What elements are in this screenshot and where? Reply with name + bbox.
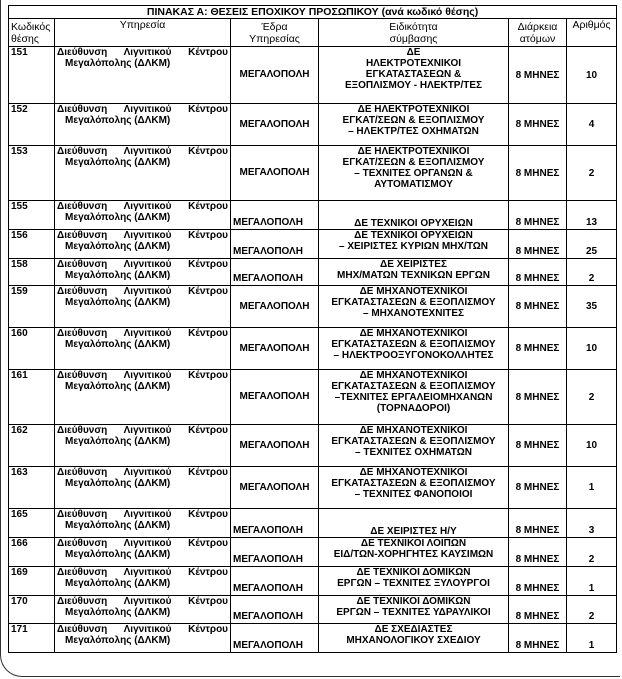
position-code: 160	[9, 328, 55, 370]
position-code: 166	[9, 538, 55, 567]
service-cell	[55, 567, 231, 596]
service-seat: ΜΕΓΑΛΟΠΟΛΗ	[231, 259, 319, 286]
specialty-line: – ΜΗΧΑΝΟΤΕΧΝΙΤΕΣ	[362, 308, 464, 319]
count-cell: 2	[567, 146, 617, 201]
count-cell: 4	[567, 104, 617, 146]
service-line: Μεγαλόπολης (ΔΛΚΜ)	[65, 339, 171, 350]
specialty-cell	[319, 286, 509, 328]
header-duration: Διάρκεια ατόμων	[509, 19, 567, 47]
service-line: Διεύθυνση Λιγνιτικού Κέντρου	[57, 259, 228, 270]
specialty-line: – ΗΛΕΚΤΡ/ΤΕΣ ΟΧΗΜΑΤΩΝ	[348, 126, 479, 137]
specialty-line: ΔΕ ΜΗΧΑΝΟΤΕΧΝΙΚΟΙ	[359, 467, 468, 478]
specialty-line: ΜΗΧ/ΜΑΤΩΝ ΤΕΧΝΙΚΩΝ ΕΡΓΩΝ	[337, 270, 490, 281]
specialty-line: ΔΕ ΜΗΧΑΝΟΤΕΧΝΙΚΟΙ	[359, 328, 468, 339]
specialty-line: ΕΙΔ/ΤΩΝ-ΧΟΡΗΓΗΤΕΣ ΚΑΥΣΙΜΩΝ	[333, 549, 494, 560]
specialty-cell	[319, 425, 509, 467]
table-title: ΠΙΝΑΚΑΣ Α: ΘΕΣΕΙΣ ΕΠΟΧΙΚΟΥ ΠΡΟΣΩΠΙΚΟΥ (ανά κωδικό θέσης)	[9, 6, 617, 19]
table-row	[9, 624, 617, 653]
service-line: Μεγαλόπολης (ΔΛΚΜ)	[65, 270, 171, 281]
count-cell: 2	[567, 538, 617, 567]
specialty-line: ΕΡΓΩΝ – ΤΕΧΝΙΤΕΣ ΞΥΛΟΥΡΓΟΙ	[337, 578, 490, 589]
position-code: 155	[9, 201, 55, 230]
specialty-line: ΔΕ ΤΕΧΝΙΚΟΙ ΔΟΜΙΚΩΝ	[356, 596, 471, 607]
specialty-line: – ΧΕΙΡΙΣΤΕΣ ΚΥΡΙΩΝ ΜΗΧ/ΤΩΝ	[339, 241, 488, 252]
specialty-cell	[319, 467, 509, 509]
service-line: Διεύθυνση Λιγνιτικού Κέντρου	[57, 47, 228, 58]
specialty-line: ΔΕ ΗΛΕΚΤΡΟΤΕΧΝΙΚΟΙ	[357, 104, 470, 115]
service-line: Μεγαλόπολης (ΔΛΚΜ)	[65, 157, 171, 168]
duration-cell: 8 ΜΗΝΕΣ	[509, 370, 567, 425]
service-line: Διεύθυνση Λιγνιτικού Κέντρου	[57, 230, 228, 241]
service-line: Διεύθυνση Λιγνιτικού Κέντρου	[57, 538, 228, 549]
service-cell	[55, 201, 231, 230]
service-line: Διεύθυνση Λιγνιτικού Κέντρου	[57, 370, 228, 381]
position-code: 171	[9, 624, 55, 653]
service-line: Μεγαλόπολης (ΔΛΚΜ)	[65, 607, 171, 618]
service-cell	[55, 146, 231, 201]
specialty-line: – ΤΕΧΝΙΤΕΣ ΟΧΗΜΑΤΩΝ	[355, 447, 472, 458]
specialty-line: ΕΓΚΑΤ/ΣΕΩΝ & ΕΞΟΠΛΙΣΜΟΥ	[342, 157, 485, 168]
position-code: 156	[9, 230, 55, 259]
table-row	[9, 509, 617, 538]
specialty-cell	[319, 370, 509, 425]
service-line: Μεγαλόπολης (ΔΛΚΜ)	[65, 520, 171, 531]
duration-cell: 8 ΜΗΝΕΣ	[509, 104, 567, 146]
duration-cell: 8 ΜΗΝΕΣ	[509, 596, 567, 624]
count-cell: 10	[567, 47, 617, 104]
duration-cell: 8 ΜΗΝΕΣ	[509, 624, 567, 653]
service-seat: ΜΕΓΑΛΟΠΟΛΗ	[231, 146, 319, 201]
service-cell	[55, 538, 231, 567]
count-cell: 1	[567, 467, 617, 509]
count-cell: 10	[567, 328, 617, 370]
service-line: Μεγαλόπολης (ΔΛΚΜ)	[65, 115, 171, 126]
service-cell	[55, 624, 231, 653]
table-row	[9, 230, 617, 259]
table-row	[9, 567, 617, 596]
table-row	[9, 286, 617, 328]
specialty-line: ΔΕ ΧΕΙΡΙΣΤΕΣ Η/Υ	[370, 526, 457, 537]
service-seat: ΜΕΓΑΛΟΠΟΛΗ	[231, 567, 319, 596]
table-row	[9, 201, 617, 230]
specialty-cell	[319, 230, 509, 259]
specialty-line: ΕΓΚΑΤΑΣΤΑΣΕΩΝ &	[365, 69, 462, 80]
table-row	[9, 146, 617, 201]
specialty-line: –ΤΕΧΝΙΤΕΣ ΕΡΓΑΛΕΙΟΜΗΧΑΝΩΝ	[334, 392, 493, 403]
duration-cell: 8 ΜΗΝΕΣ	[509, 538, 567, 567]
count-cell: 2	[567, 596, 617, 624]
table-row	[9, 596, 617, 624]
position-code: 170	[9, 596, 55, 624]
service-line: Διεύθυνση Λιγνιτικού Κέντρου	[57, 328, 228, 339]
duration-cell: 8 ΜΗΝΕΣ	[509, 328, 567, 370]
service-line: Διεύθυνση Λιγνιτικού Κέντρου	[57, 146, 228, 157]
duration-cell: 8 ΜΗΝΕΣ	[509, 201, 567, 230]
service-seat: ΜΕΓΑΛΟΠΟΛΗ	[231, 538, 319, 567]
service-seat: ΜΕΓΑΛΟΠΟΛΗ	[231, 425, 319, 467]
service-line: Διεύθυνση Λιγνιτικού Κέντρου	[57, 425, 228, 436]
service-seat: ΜΕΓΑΛΟΠΟΛΗ	[231, 328, 319, 370]
service-line: Διεύθυνση Λιγνιτικού Κέντρου	[57, 467, 228, 478]
service-cell	[55, 47, 231, 104]
specialty-line: ΕΓΚΑΤ/ΣΕΩΝ & ΕΞΟΠΛΙΣΜΟΥ	[342, 115, 485, 126]
service-cell	[55, 467, 231, 509]
specialty-line: ΔΕ ΜΗΧΑΝΟΤΕΧΝΙΚΟΙ	[359, 286, 468, 297]
specialty-line: ΕΓΚΑΤΑΣΤΑΣΕΩΝ & ΕΞΟΠΛΙΣΜΟΥ	[331, 381, 496, 392]
specialty-cell	[319, 47, 509, 104]
specialty-line: – ΤΕΧΝΙΤΕΣ ΟΡΓΑΝΩΝ &	[354, 168, 473, 179]
duration-cell: 8 ΜΗΝΕΣ	[509, 259, 567, 286]
specialty-line: ΔΕ ΗΛΕΚΤΡΟΤΕΧΝΙΚΟΙ	[357, 146, 470, 157]
table-row	[9, 538, 617, 567]
count-cell: 25	[567, 230, 617, 259]
service-seat: ΜΕΓΑΛΟΠΟΛΗ	[231, 596, 319, 624]
count-cell: 10	[567, 425, 617, 467]
header-service: Υπηρεσία	[55, 19, 231, 47]
specialty-cell	[319, 259, 509, 286]
service-seat: ΜΕΓΑΛΟΠΟΛΗ	[231, 370, 319, 425]
table-row	[9, 328, 617, 370]
specialty-cell	[319, 596, 509, 624]
duration-cell: 8 ΜΗΝΕΣ	[509, 47, 567, 104]
service-cell	[55, 509, 231, 538]
service-seat: ΜΕΓΑΛΟΠΟΛΗ	[231, 509, 319, 538]
service-cell	[55, 230, 231, 259]
specialty-line: ΔΕ ΜΗΧΑΝΟΤΕΧΝΙΚΟΙ	[359, 425, 468, 436]
header-code: Κωδικός θέσης	[9, 19, 55, 47]
specialty-line: ΕΓΚΑΤΑΣΤΑΣΕΩΝ & ΕΞΟΠΛΙΣΜΟΥ	[331, 436, 496, 447]
header-seat: Έδρα Υπηρεσίας	[231, 19, 319, 47]
service-line: Μεγαλόπολης (ΔΛΚΜ)	[65, 436, 171, 447]
service-cell	[55, 286, 231, 328]
service-line: Μεγαλόπολης (ΔΛΚΜ)	[65, 58, 171, 69]
position-code: 153	[9, 146, 55, 201]
service-line: Μεγαλόπολης (ΔΛΚΜ)	[65, 297, 171, 308]
specialty-line: – ΤΕΧΝΙΤΕΣ ΦΑΝΟΠΟΙΟΙ	[354, 489, 473, 500]
specialty-line: ΔΕ ΤΕΧΝΙΚΟΙ ΟΡΥΧΕΙΩΝ	[354, 218, 473, 229]
service-line: Μεγαλόπολης (ΔΛΚΜ)	[65, 478, 171, 489]
specialty-line: ΜΗΧΑΝΟΛΟΓΙΚΟΥ ΣΧΕΔΙΟΥ	[346, 635, 481, 646]
position-code: 169	[9, 567, 55, 596]
position-code: 159	[9, 286, 55, 328]
specialty-line: ΗΛΕΚΤΡΟΤΕΧΝΙΚΟΙ	[365, 58, 462, 69]
service-line: Μεγαλόπολης (ΔΛΚΜ)	[65, 549, 171, 560]
service-line: Μεγαλόπολης (ΔΛΚΜ)	[65, 381, 171, 392]
specialty-line: ΕΡΓΩΝ – ΤΕΧΝΙΤΕΣ ΥΔΡΑΥΛΙΚΟΙ	[336, 607, 491, 618]
count-cell: 1	[567, 624, 617, 653]
position-code: 163	[9, 467, 55, 509]
service-line: Μεγαλόπολης (ΔΛΚΜ)	[65, 635, 171, 646]
table-row	[9, 467, 617, 509]
service-seat: ΜΕΓΑΛΟΠΟΛΗ	[231, 467, 319, 509]
count-cell: 1	[567, 567, 617, 596]
specialty-line: ΔΕ	[406, 47, 421, 58]
service-cell	[55, 596, 231, 624]
table-row	[9, 104, 617, 146]
specialty-cell	[319, 201, 509, 230]
service-cell	[55, 104, 231, 146]
count-cell: 3	[567, 509, 617, 538]
service-seat: ΜΕΓΑΛΟΠΟΛΗ	[231, 624, 319, 653]
duration-cell: 8 ΜΗΝΕΣ	[509, 286, 567, 328]
service-line: Διεύθυνση Λιγνιτικού Κέντρου	[57, 596, 228, 607]
specialty-cell	[319, 567, 509, 596]
table-row	[9, 259, 617, 286]
duration-cell: 8 ΜΗΝΕΣ	[509, 146, 567, 201]
header-specialty: Ειδικότητα σύμβασης	[319, 19, 509, 47]
service-line: Διεύθυνση Λιγνιτικού Κέντρου	[57, 624, 228, 635]
specialty-line: ΔΕ ΧΕΙΡΙΣΤΕΣ	[380, 259, 447, 270]
service-line: Διεύθυνση Λιγνιτικού Κέντρου	[57, 104, 228, 115]
specialty-line: ΔΕ ΤΕΧΝΙΚΟΙ ΛΟΙΠΩΝ	[360, 538, 467, 549]
specialty-line: ΔΕ ΤΕΧΝΙΚΟΙ ΟΡΥΧΕΙΩΝ	[354, 230, 473, 241]
table-row	[9, 370, 617, 425]
service-cell	[55, 328, 231, 370]
service-seat: ΜΕΓΑΛΟΠΟΛΗ	[231, 286, 319, 328]
count-cell: 2	[567, 259, 617, 286]
service-line: Μεγαλόπολης (ΔΛΚΜ)	[65, 212, 171, 223]
count-cell: 35	[567, 286, 617, 328]
specialty-line: ΔΕ ΣΧΕΔΙΑΣΤΕΣ	[374, 624, 453, 635]
specialty-cell	[319, 538, 509, 567]
service-line: Διεύθυνση Λιγνιτικού Κέντρου	[57, 286, 228, 297]
position-code: 152	[9, 104, 55, 146]
table-body	[9, 47, 617, 653]
count-cell: 2	[567, 370, 617, 425]
service-line: Μεγαλόπολης (ΔΛΚΜ)	[65, 241, 171, 252]
duration-cell: 8 ΜΗΝΕΣ	[509, 567, 567, 596]
service-cell	[55, 259, 231, 286]
specialty-line: ΑΥΤΟΜΑΤΙΣΜΟΥ	[374, 179, 453, 190]
specialty-cell	[319, 328, 509, 370]
specialty-line: ΕΞΟΠΛΙΣΜΟΥ - ΗΛΕΚΤΡ/ΤΕΣ	[344, 80, 483, 91]
service-line: Διεύθυνση Λιγνιτικού Κέντρου	[57, 567, 228, 578]
duration-cell: 8 ΜΗΝΕΣ	[509, 230, 567, 259]
specialty-line: ΕΓΚΑΤΑΣΤΑΣΕΩΝ & ΕΞΟΠΛΙΣΜΟΥ	[331, 478, 496, 489]
position-code: 165	[9, 509, 55, 538]
service-seat: ΜΕΓΑΛΟΠΟΛΗ	[231, 47, 319, 104]
specialty-line: ΔΕ ΤΕΧΝΙΚΟΙ ΔΟΜΙΚΩΝ	[356, 567, 471, 578]
service-seat: ΜΕΓΑΛΟΠΟΛΗ	[231, 104, 319, 146]
specialty-cell	[319, 104, 509, 146]
service-seat: ΜΕΓΑΛΟΠΟΛΗ	[231, 230, 319, 259]
duration-cell: 8 ΜΗΝΕΣ	[509, 467, 567, 509]
table-row	[9, 425, 617, 467]
positions-table	[8, 5, 617, 653]
service-cell	[55, 425, 231, 467]
header-count: Αριθμός	[567, 19, 617, 47]
position-code: 162	[9, 425, 55, 467]
specialty-line: – ΗΛΕΚΤΡΟΟΞΥΓΟΝΟΚΟΛΛΗΤΕΣ	[333, 350, 494, 361]
specialty-line: ΕΓΚΑΤΑΣΤΑΣΕΩΝ & ΕΞΟΠΛΙΣΜΟΥ	[331, 339, 496, 350]
service-line: Διεύθυνση Λιγνιτικού Κέντρου	[57, 201, 228, 212]
service-line: Διεύθυνση Λιγνιτικού Κέντρου	[57, 509, 228, 520]
duration-cell: 8 ΜΗΝΕΣ	[509, 509, 567, 538]
specialty-cell	[319, 146, 509, 201]
count-cell: 13	[567, 201, 617, 230]
table-row	[9, 47, 617, 104]
specialty-line: ΔΕ ΜΗΧΑΝΟΤΕΧΝΙΚΟΙ	[359, 370, 468, 381]
service-seat: ΜΕΓΑΛΟΠΟΛΗ	[231, 201, 319, 230]
service-line: Μεγαλόπολης (ΔΛΚΜ)	[65, 578, 171, 589]
service-cell	[55, 370, 231, 425]
specialty-cell	[319, 624, 509, 653]
duration-cell: 8 ΜΗΝΕΣ	[509, 425, 567, 467]
position-code: 158	[9, 259, 55, 286]
position-code: 161	[9, 370, 55, 425]
specialty-line: (ΤΟΡΝΑΔΟΡΟΙ)	[376, 403, 451, 414]
specialty-line: ΕΓΚΑΤΑΣΤΑΣΕΩΝ & ΕΞΟΠΛΙΣΜΟΥ	[331, 297, 496, 308]
position-code: 151	[9, 47, 55, 104]
specialty-cell	[319, 509, 509, 538]
